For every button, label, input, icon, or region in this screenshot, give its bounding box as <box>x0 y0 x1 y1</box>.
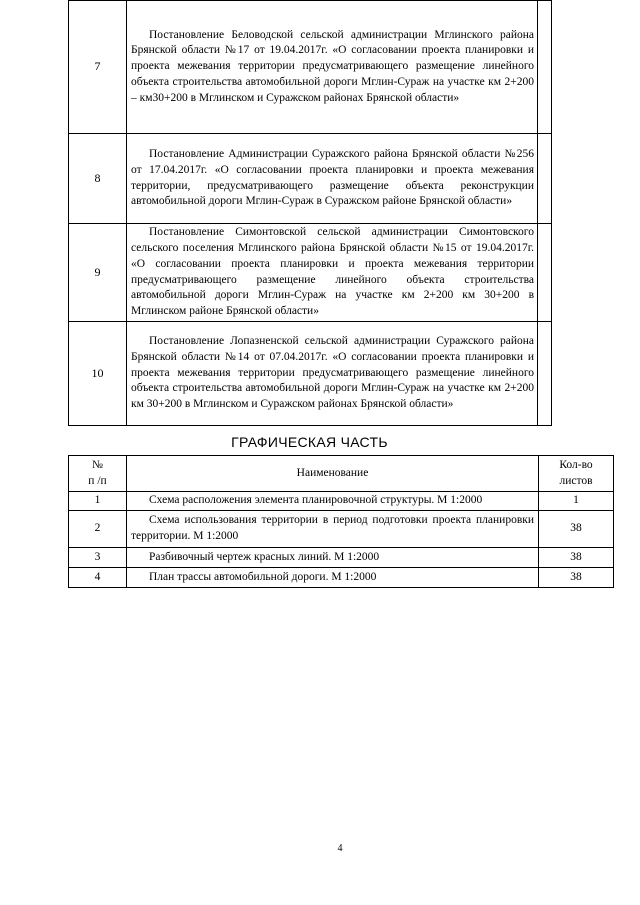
empty-cell <box>538 224 552 322</box>
row-number: 7 <box>69 1 127 134</box>
sheet-count: 38 <box>539 511 614 548</box>
header-count <box>539 456 614 492</box>
drawing-name: Схема расположения элемента планировочной структуры. М 1:2000 <box>127 492 539 511</box>
row-number: 3 <box>69 548 127 568</box>
empty-cell <box>538 1 552 134</box>
document-description: Постановление Лопазненской сельской администрации Суражского района Брянской области №14 от 07.04.2017г. «О согласовании проекта планировки и проекта межевания территории предусматривающего размещение линейного объекта строительства автомобильной дороги Мглин-Сураж на участке км 2+200 км 30+200 в Мглинском и Суражском районах Брянской области» <box>127 322 538 426</box>
header-count-line2: листов <box>559 474 593 487</box>
page-number: 4 <box>337 843 343 854</box>
graphic-part-table <box>68 455 614 588</box>
header-number-line2: п /п <box>88 474 107 487</box>
sheet-count: 38 <box>539 548 614 568</box>
header-number-line1: № <box>92 458 103 471</box>
row-number: 8 <box>69 134 127 224</box>
table-row <box>69 134 552 224</box>
document-description: Постановление Администрации Суражского района Брянской области №256 от 17.04.2017г. «О согласовании проекта планировки и проекта межевания территории, предусматривающего размещение объекта реконструкции автомобильной дороги Мглин-Сураж в Суражском районе Брянской области» <box>127 134 538 224</box>
table-row <box>69 548 614 568</box>
drawing-name: Разбивочный чертеж красных линий. М 1:2000 <box>127 548 539 568</box>
document-description: Постановление Беловодской сельской администрации Мглинского района Брянской области №17 от 19.04.2017г. «О согласовании проекта планировки и проекта межевания территории предусматривающего размещение линейного объекта строительства автомобильной дороги Мглин-Сураж на участке км 2+200 – км30+200 в Мглинском и Суражском районах Брянской области» <box>127 1 538 134</box>
empty-cell <box>538 322 552 426</box>
table-row <box>69 511 614 548</box>
drawing-name: План трассы автомобильной дороги. М 1:2000 <box>127 568 539 588</box>
row-number: 9 <box>69 224 127 322</box>
row-number: 1 <box>69 492 127 511</box>
table-row <box>69 322 552 426</box>
sheet-count: 1 <box>539 492 614 511</box>
table-row <box>69 1 552 134</box>
row-number: 10 <box>69 322 127 426</box>
row-number: 4 <box>69 568 127 588</box>
empty-cell <box>538 134 552 224</box>
table-row <box>69 224 552 322</box>
header-number <box>69 456 127 492</box>
drawing-name: Схема использования территории в период подготовки проекта планировки территории. М 1:2000 <box>127 511 539 548</box>
section-title: ГРАФИЧЕСКАЯ ЧАСТЬ <box>231 434 388 450</box>
documents-table <box>68 0 552 426</box>
table-row <box>69 568 614 588</box>
document-description: Постановление Симонтовской сельской администрации Симонтовского сельского поселения Мглинского района Брянской области №15 от 19.04.2017г. «О согласовании проекта планировки и проекта межевания территории предусматривающего размещение линейного объекта строительства автомобильной дороги Мглин-Сураж на участке км 2+200 км 30+200 в Мглинском районе Брянской области» <box>127 224 538 322</box>
header-count-line1: Кол-во <box>559 458 593 471</box>
header-name: Наименование <box>127 456 539 492</box>
row-number: 2 <box>69 511 127 548</box>
table-header-row <box>69 456 614 492</box>
table-row <box>69 492 614 511</box>
sheet-count: 38 <box>539 568 614 588</box>
